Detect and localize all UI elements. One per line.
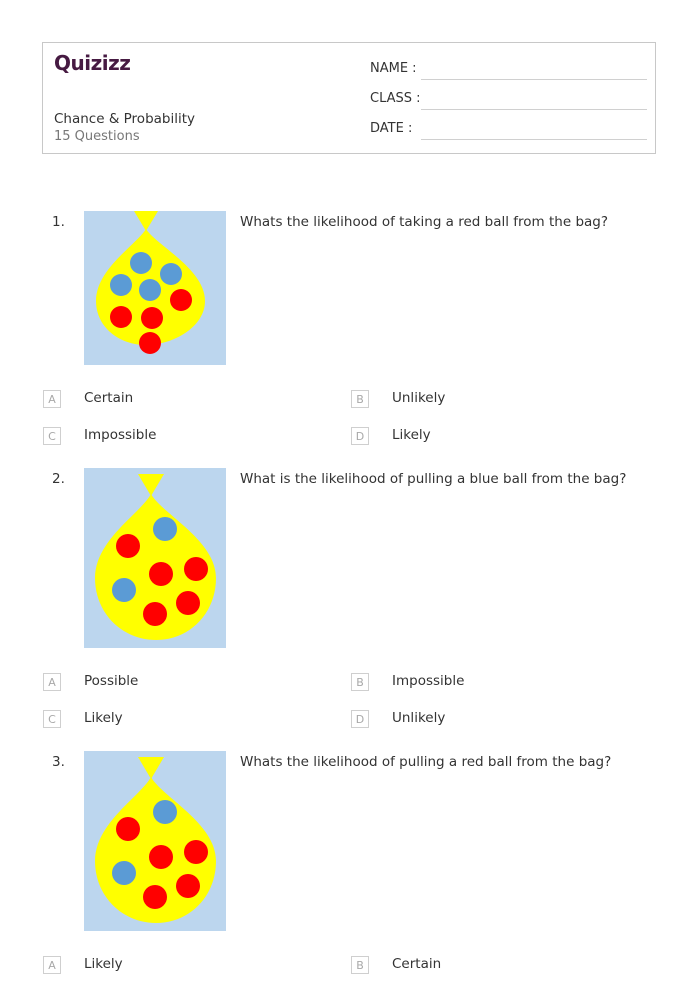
option-letter-a[interactable]: A	[43, 956, 61, 974]
class-label: CLASS :	[370, 91, 421, 106]
option-text[interactable]: Likely	[84, 710, 123, 726]
question-1-text: Whats the likelihood of taking a red ball from the bag?	[240, 214, 609, 230]
red-ball	[184, 557, 208, 581]
question-3-text: Whats the likelihood of pulling a red ball from the bag?	[240, 754, 612, 770]
blue-ball	[160, 263, 182, 285]
blue-ball	[130, 252, 152, 274]
red-ball	[176, 874, 200, 898]
red-ball	[139, 332, 161, 354]
red-ball	[184, 840, 208, 864]
option-text[interactable]: Likely	[392, 427, 431, 443]
option-text[interactable]: Possible	[84, 673, 139, 689]
blue-ball	[110, 274, 132, 296]
option-letter-c[interactable]: C	[43, 710, 61, 728]
red-ball	[143, 885, 167, 909]
red-ball	[110, 306, 132, 328]
date-line	[421, 139, 647, 140]
red-ball	[116, 817, 140, 841]
blue-ball	[139, 279, 161, 301]
blue-ball	[153, 800, 177, 824]
option-text[interactable]: Likely	[84, 956, 123, 972]
red-ball	[149, 845, 173, 869]
name-line	[421, 79, 647, 80]
class-line	[421, 109, 647, 110]
bag-knot	[134, 211, 158, 231]
option-letter-b[interactable]: B	[351, 956, 369, 974]
option-letter-b[interactable]: B	[351, 390, 369, 408]
option-text[interactable]: Unlikely	[392, 710, 446, 726]
blue-ball	[153, 517, 177, 541]
question-2-text: What is the likelihood of pulling a blue ball from the bag?	[240, 471, 627, 487]
question-3-number: 3.	[52, 754, 65, 770]
option-text[interactable]: Impossible	[392, 673, 465, 689]
option-letter-d[interactable]: D	[351, 710, 369, 728]
bag-knot	[138, 474, 164, 496]
question-2-number: 2.	[52, 471, 65, 487]
question-2-image	[84, 468, 226, 648]
question-1-image	[84, 211, 226, 365]
blue-ball	[112, 578, 136, 602]
bag-knot	[138, 757, 164, 779]
question-1-number: 1.	[52, 214, 65, 230]
option-letter-a[interactable]: A	[43, 673, 61, 691]
red-ball	[176, 591, 200, 615]
option-text[interactable]: Certain	[84, 390, 134, 406]
worksheet-header	[42, 42, 656, 154]
red-ball	[149, 562, 173, 586]
option-letter-b[interactable]: B	[351, 673, 369, 691]
blue-ball	[112, 861, 136, 885]
option-letter-d[interactable]: D	[351, 427, 369, 445]
red-ball	[141, 307, 163, 329]
red-ball	[116, 534, 140, 558]
option-text[interactable]: Certain	[392, 956, 442, 972]
date-label: DATE :	[370, 121, 413, 136]
question-3-image	[84, 751, 226, 931]
option-letter-c[interactable]: C	[43, 427, 61, 445]
option-text[interactable]: Unlikely	[392, 390, 446, 406]
quizizz-logo: Quizizz	[54, 51, 131, 75]
question-count: 15 Questions	[54, 129, 140, 144]
option-text[interactable]: Impossible	[84, 427, 157, 443]
option-letter-a[interactable]: A	[43, 390, 61, 408]
red-ball	[170, 289, 192, 311]
worksheet-title: Chance & Probability	[54, 111, 196, 127]
name-label: NAME :	[370, 61, 417, 76]
red-ball	[143, 602, 167, 626]
